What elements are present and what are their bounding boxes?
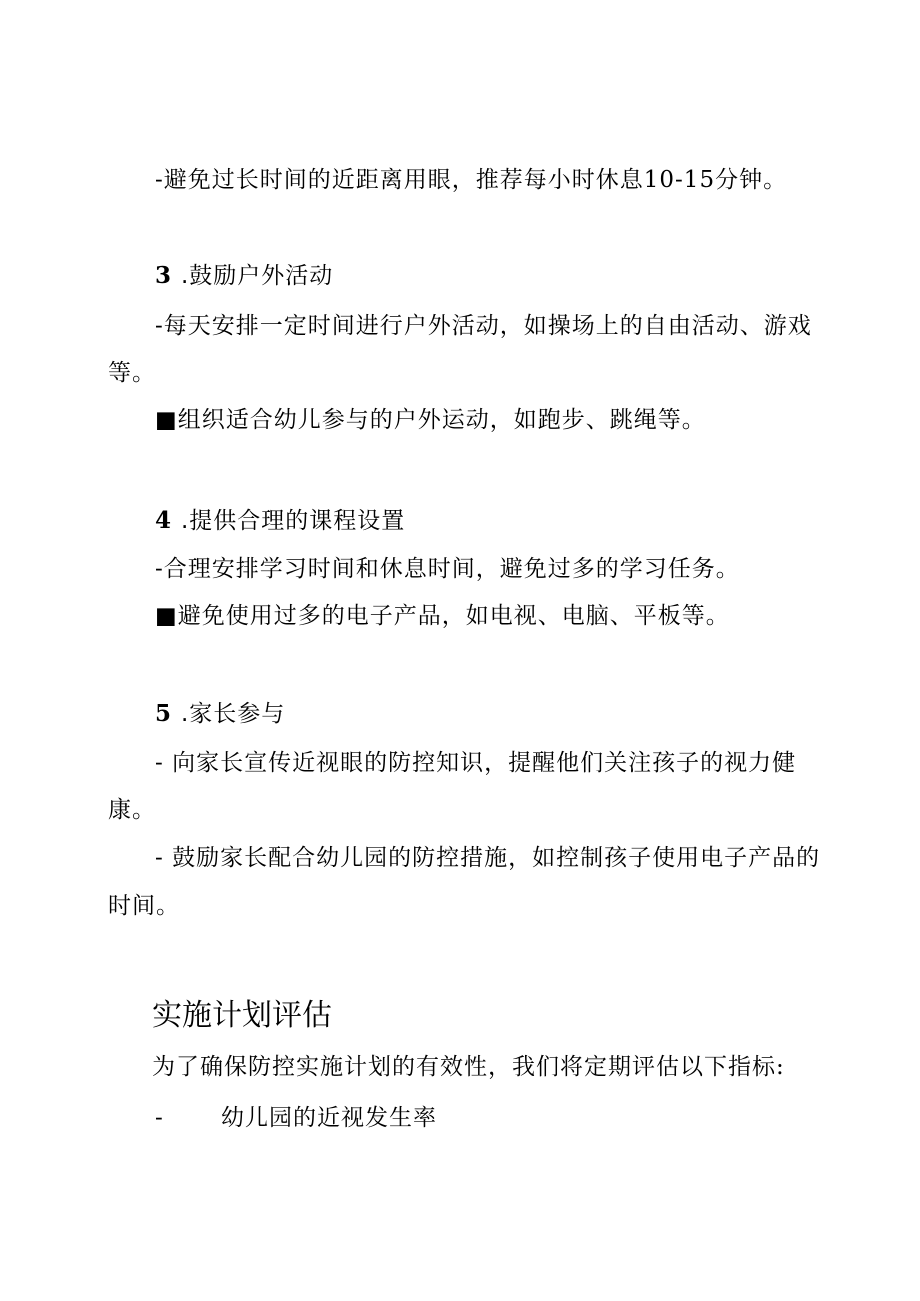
paragraph-electronics: ■避免使用过多的电子产品，如电视、电脑、平板等。 [155,603,730,629]
heading-text: .鼓励户外活动 [181,263,334,289]
list-dash: - [155,1105,164,1131]
paragraph-outdoor-sports: ■组织适合幼儿参与的户外运动，如跑步、跳绳等。 [155,407,706,433]
paragraph-parent-cooperation-line1: - 鼓励家长配合幼儿园的防控措施，如控制孩子使用电子产品的 [155,845,821,871]
paragraph-parent-education-line1: - 向家长宣传近视眼的防控知识，提醒他们关注孩子的视力健 [155,750,797,776]
paragraph-eye-rest: -避免过长时间的近距离用眼，推荐每小时休息10-15分钟。 [155,167,788,193]
section-title: 实施计划评估 [152,998,332,1033]
paragraph-daily-outdoor-line2: 等。 [108,360,156,386]
list-item [155,1102,437,1134]
paragraph-study-rest: -合理安排学习时间和休息时间，避免过多的学习任务。 [155,556,740,582]
heading-curriculum [155,505,405,537]
heading-outdoor-activities [155,260,333,292]
heading-text: .家长参与 [181,701,286,727]
heading-number: 4 [155,507,173,534]
heading-parent-participation [155,698,285,730]
heading-text: .提供合理的课程设置 [181,508,406,534]
paragraph-evaluation-intro: 为了确保防控实施计划的有效性，我们将定期评估以下指标: [152,1054,785,1080]
heading-number: 3 [155,262,173,289]
paragraph-parent-cooperation-line2: 时间。 [108,893,180,919]
heading-number: 5 [155,700,173,727]
list-item-text: 幼儿园的近视发生率 [221,1105,437,1131]
paragraph-daily-outdoor-line1: -每天安排一定时间进行户外活动，如操场上的自由活动、游戏 [155,313,812,339]
paragraph-parent-education-line2: 康。 [108,797,156,823]
